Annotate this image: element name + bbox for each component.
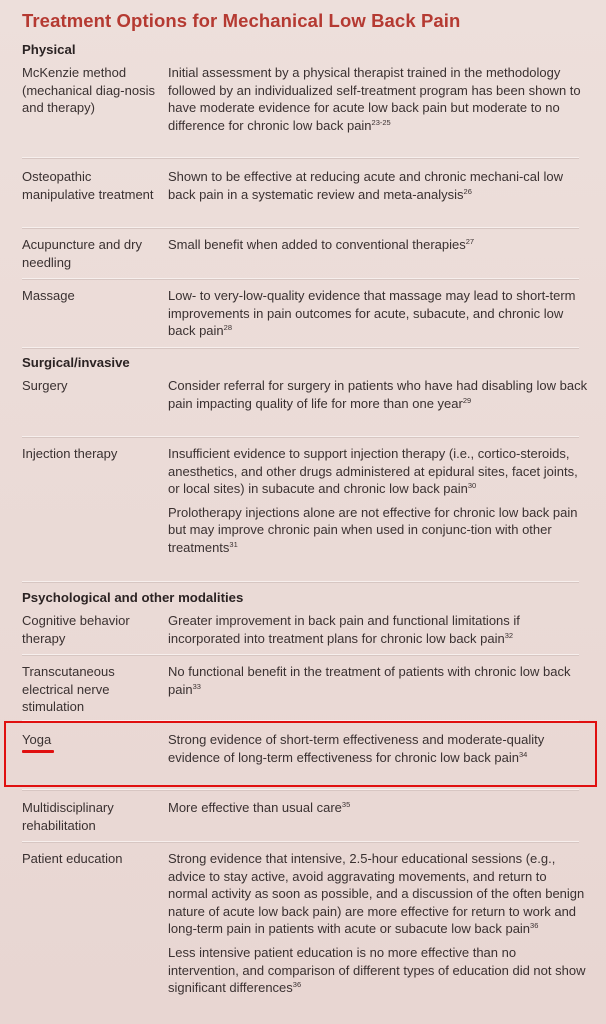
treatment-description-education <box>168 850 588 997</box>
description-text: Prolotherapy injections alone are not effective for chronic low back pain but may improve chronic pain when used in conjunc-tion with other treatments <box>168 504 578 555</box>
reference-number: 29 <box>462 395 472 405</box>
treatment-description-cbt <box>168 612 588 647</box>
treatment-name-osteopathic: Osteopathic manipulative treatment <box>22 169 154 202</box>
reference-number: 26 <box>463 186 472 196</box>
reference-number: 27 <box>465 237 475 246</box>
description-text: Strong evidence of short-term effectiveness and moderate-quality evidence of long-term effectiveness for chronic low back pain <box>168 732 545 765</box>
reference-number: 33 <box>192 681 201 691</box>
treatment-description-osteopathic <box>168 168 588 203</box>
reference-number: 30 <box>467 481 477 491</box>
treatment-name-surgery: Surgery <box>22 378 68 393</box>
treatment-description-surgery <box>168 377 588 412</box>
description-text: Insufficient evidence to support injection therapy (i.e., cortico-steroids, anesthetics, and other drugs administered at epidural sites, facet joints, or local sites) in subacute and chronic low back pain <box>168 446 578 497</box>
row-divider <box>22 841 579 842</box>
description-text: Consider referral for surgery in patients who have had disabling low back pain impacting quality of life for more than one year <box>168 378 588 411</box>
section-heading-surgical: Surgical/invasive <box>22 355 130 370</box>
yoga-underline-mark <box>22 750 54 753</box>
row-divider <box>22 227 579 228</box>
table-title: Treatment Options for Mechanical Low Back Pain <box>22 10 461 31</box>
treatment-name-yoga: Yoga <box>22 732 52 747</box>
treatment-name-multidisciplinary: Multidisciplinary rehabilitation <box>22 800 114 833</box>
reference-number: 34 <box>518 749 528 759</box>
row-divider <box>22 581 579 582</box>
row-divider <box>22 789 579 790</box>
description-text: Low- to very-low-quality evidence that massage may lead to short-term improvements in pain outcomes for acute, subacute, and chronic low back pain <box>168 288 576 339</box>
treatment-description-acupuncture <box>168 236 588 254</box>
description-text: Greater improvement in back pain and functional limitations if incorporated into treatment plans for chronic low back pain <box>168 613 520 646</box>
section-heading-psychological: Psychological and other modalities <box>22 590 244 605</box>
row-divider <box>22 436 579 437</box>
treatment-description-mckenzie <box>168 64 588 134</box>
description-text: Strong evidence that intensive, 2.5-hour educational sessions (e.g., advice to stay active, avoid aggravating movements, and return to normal activity as soon as possible, and a discussion of the often benign nature of acute low back pain) are more effective for return to work and long-term pain in patients with acute or subacute low back pain <box>168 851 585 937</box>
treatment-description-tens <box>168 663 588 698</box>
treatment-description-injection <box>168 445 588 557</box>
reference-number: 35 <box>341 800 351 809</box>
description-text: More effective than usual care <box>168 800 342 815</box>
treatment-name-acupuncture: Acupuncture and dry needling <box>22 237 142 270</box>
row-divider <box>22 278 579 279</box>
row-divider <box>22 654 579 655</box>
treatment-name-cbt: Cognitive behavior therapy <box>22 613 130 646</box>
treatment-name-injection: Injection therapy <box>22 446 118 461</box>
reference-number: 36 <box>292 980 302 990</box>
treatment-description-multidisciplinary <box>168 799 588 817</box>
reference-number: 28 <box>223 323 232 333</box>
reference-number: 36 <box>530 921 539 931</box>
treatment-name-tens: Transcutaneous electrical nerve stimulation <box>22 664 115 715</box>
description-text: Initial assessment by a physical therapist trained in the methodology followed by an individualized self-treatment program has been shown to have moderate evidence for acute low back pain but moderate to no difference for chronic low back pain <box>168 65 581 133</box>
row-divider <box>22 347 579 348</box>
treatment-name-massage: Massage <box>22 288 75 303</box>
reference-number: 31 <box>229 539 238 549</box>
description-text: No functional benefit in the treatment of patients with chronic low back pain <box>168 664 571 697</box>
section-heading-physical: Physical <box>22 42 76 57</box>
reference-number: 32 <box>504 630 514 640</box>
treatment-description-massage <box>168 287 588 340</box>
description-text: Small benefit when added to conventional therapies <box>168 237 466 252</box>
description-text: Less intensive patient education is no more effective than no intervention, and comparison of different types of education did not show significant differences <box>168 944 586 996</box>
reference-number: 23-25 <box>371 117 391 127</box>
row-divider <box>22 157 579 158</box>
description-text: Shown to be effective at reducing acute and chronic mechani-cal low back pain in a systematic review and meta-analysis <box>168 169 564 202</box>
treatment-name-education: Patient education <box>22 851 123 866</box>
highlight-box-yoga <box>4 721 597 787</box>
treatment-name-mckenzie: McKenzie method (mechanical diag-nosis and therapy) <box>22 65 155 116</box>
